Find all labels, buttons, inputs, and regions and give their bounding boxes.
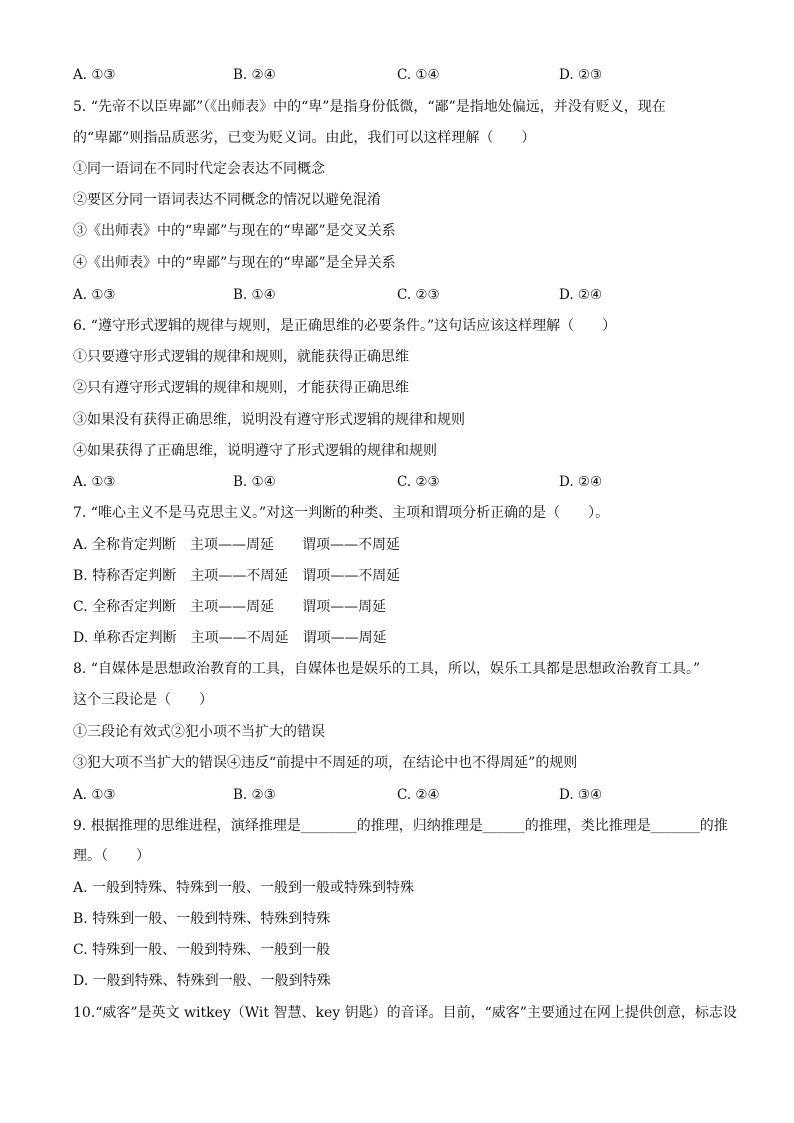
q9-option-b: B. 特殊到一般、一般到特殊、特殊到特殊 (73, 911, 331, 927)
q5-option-a: A. ①③ (73, 287, 116, 303)
q5-item-4: ④《出师表》中的“卑鄙”与现在的“卑鄙”是全异关系 (73, 255, 396, 271)
q8-option-c: C. ②④ (397, 787, 440, 803)
q6-option-d: D. ②④ (559, 474, 603, 490)
q4-option-a: A. ①③ (73, 67, 116, 83)
q8-option-b: B. ②③ (233, 787, 276, 803)
q5-stem-line1: 5. “先帝不以臣卑鄙”（《出师表》中的“卑”是指身份低微，“鄙”是指地处偏远，并没有贬义，现在 (73, 99, 666, 115)
q9-option-a: A. 一般到特殊、特殊到一般、一般到一般或特殊到特殊 (73, 880, 415, 896)
q7-option-a: A. 全称肯定判断 主项——周延 谓项——不周延 (73, 537, 401, 553)
q8-stem-line2: 这个三段论是（ ） (73, 692, 213, 708)
q7-option-c: C. 全称否定判断 主项——周延 谓项——周延 (73, 599, 387, 615)
q8-item-2: ③犯大项不当扩大的错误④违反“前提中不周延的项，在结论中也不得周延”的规则 (73, 755, 578, 771)
q4-option-b: B. ②④ (233, 67, 276, 83)
q8-option-a: A. ①③ (73, 787, 116, 803)
q7-option-d: D. 单称否定判断 主项——不周延 谓项——周延 (73, 630, 387, 646)
q5-item-1: ①同一语词在不同时代定会表达不同概念 (73, 161, 325, 177)
q7-stem: 7. “唯心主义不是马克思主义。”对这一判断的种类、主项和谓项分析正确的是（ ）。 (73, 505, 610, 521)
q6-stem: 6. “遵守形式逻辑的规律与规则，是正确思维的必要条件。”这句话应该这样理解（ ） (73, 318, 617, 334)
q5-item-2: ②要区分同一语词表达不同概念的情况以避免混淆 (73, 192, 381, 208)
q5-option-c: C. ②③ (397, 287, 440, 303)
q7-option-b: B. 特称否定判断 主项——不周延 谓项——不周延 (73, 568, 401, 584)
q5-stem-line2: 的“卑鄙”则指品质恶劣，已变为贬义词。由此，我们可以这样理解（ ） (73, 130, 536, 146)
q6-option-a: A. ①③ (73, 474, 116, 490)
q6-option-c: C. ②③ (397, 474, 440, 490)
q9-stem-line1: 9. 根据推理的思维进程，演绎推理是________的推理，归纳推理是______的推理，类比推理是_______的推 (73, 818, 728, 834)
q9-option-c: C. 特殊到一般、一般到特殊、一般到一般 (73, 942, 331, 958)
q8-option-d: D. ③④ (559, 787, 603, 803)
q4-option-c: C. ①④ (397, 67, 440, 83)
q4-option-d: D. ②③ (559, 67, 603, 83)
q6-item-3: ③如果没有获得正确思维，说明没有遵守形式逻辑的规律和规则 (73, 412, 465, 428)
q6-option-b: B. ①④ (233, 474, 276, 490)
q6-item-1: ①只要遵守形式逻辑的规律和规则，就能获得正确思维 (73, 349, 409, 365)
q5-item-3: ③《出师表》中的“卑鄙”与现在的“卑鄙”是交叉关系 (73, 223, 396, 239)
q9-option-d: D. 一般到特殊、特殊到一般、一般到特殊 (73, 973, 331, 989)
q9-stem-line2: 理。（ ） (73, 848, 150, 864)
q8-stem-line1: 8. “自媒体是思想政治教育的工具，自媒体也是娱乐的工具，所以，娱乐工具都是思想政治教育工具。” (73, 661, 701, 677)
q6-item-4: ④如果获得了正确思维，说明遵守了形式逻辑的规律和规则 (73, 443, 437, 459)
q5-option-d: D. ②④ (559, 287, 603, 303)
q5-option-b: B. ①④ (233, 287, 276, 303)
q6-item-2: ②只有遵守形式逻辑的规律和规则，才能获得正确思维 (73, 380, 409, 396)
q8-item-1: ①三段论有效式②犯小项不当扩大的错误 (73, 724, 325, 740)
q10-stem-line1: 10.“威客”是英文 witkey（Wit 智慧、key 钥匙）的音译。目前，“威客”主要通过在网上提供创意，标志设 (73, 1005, 737, 1021)
